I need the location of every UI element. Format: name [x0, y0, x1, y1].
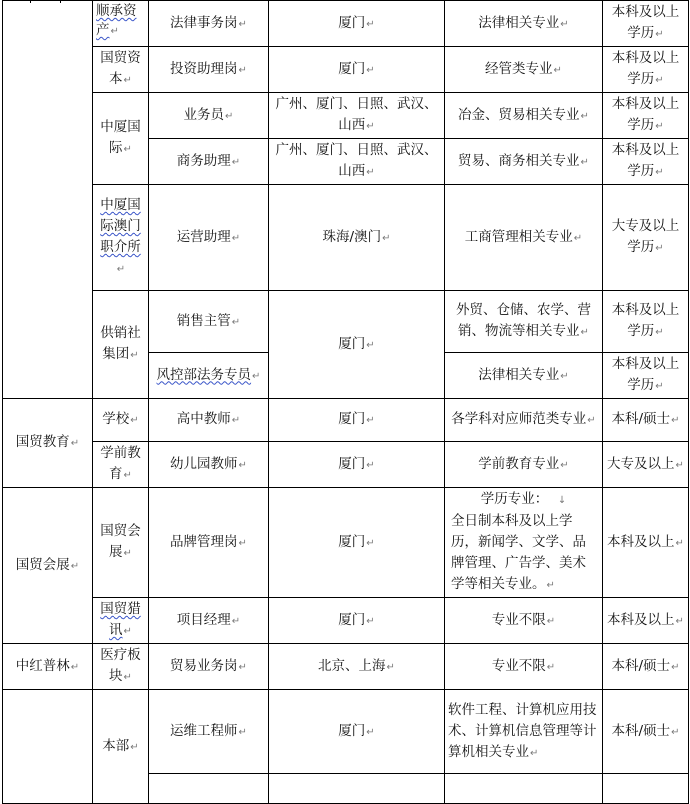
location-cell: 广州、厦门、日照、武汉、山西↵ — [269, 139, 445, 185]
table-row — [3, 93, 689, 139]
sub-unit-cell: 学校↵ — [93, 399, 149, 442]
table-row — [3, 488, 689, 598]
group-cell: 国贸教育↵ — [3, 399, 93, 488]
table-row — [3, 47, 689, 93]
position-cell: 风控部法务专员↵ — [149, 353, 269, 399]
major-cell: 冶金、贸易相关专业↵ — [445, 93, 603, 139]
major-cell: 专业不限↵ — [445, 598, 603, 644]
education-cell: 本科及以上↵ — [603, 598, 689, 644]
table-row — [3, 1, 689, 47]
location-cell: 珠海/澳门↵ — [269, 185, 445, 291]
location-cell: 厦门↵ — [269, 47, 445, 93]
education-cell: 本科及以上学历↵ — [603, 1, 689, 47]
major-cell: 法律相关专业↵ — [445, 1, 603, 47]
sub-unit-cell: 本部↵ — [93, 690, 149, 804]
education-cell: 本科/硕士↵ — [603, 690, 689, 774]
major-detail: 全日制本科及以上学历，新闻学、文学、品牌管理、广告学、美术学等相关专业。↵ — [451, 513, 586, 592]
position-cell: 业务员↵ — [149, 93, 269, 139]
major-cell: 外贸、仓储、农学、营销、物流等相关专业↵ — [445, 291, 603, 353]
sub-unit-cell: 医疗板块↵ — [93, 644, 149, 690]
major-cell: 专业不限↵ — [445, 644, 603, 690]
education-cell: 本科及以上学历↵ — [603, 47, 689, 93]
position-cell: 项目经理↵ — [149, 598, 269, 644]
position-cell: 销售主管↵ — [149, 291, 269, 353]
major-cell: 法律相关专业↵ — [445, 353, 603, 399]
table-row — [3, 690, 689, 774]
education-cell: 本科及以上学历↵ — [603, 139, 689, 185]
position-cell: 法律事务岗↵ — [149, 1, 269, 47]
education-cell — [603, 774, 689, 804]
table-row — [3, 399, 689, 442]
table-row — [3, 291, 689, 353]
recruitment-table — [2, 0, 689, 804]
position-cell: 幼儿园教师↵ — [149, 442, 269, 488]
sub-unit-cell: 供销社集团↵ — [93, 291, 149, 399]
major-cell — [445, 488, 603, 598]
education-cell: 大专及以上↵ — [603, 442, 689, 488]
group-cell: 中红普林↵ — [3, 644, 93, 690]
education-cell: 本科及以上↵ — [603, 488, 689, 598]
major-cell: 学前教育专业↵ — [445, 442, 603, 488]
position-cell: 品牌管理岗↵ — [149, 488, 269, 598]
table-row — [3, 598, 689, 644]
sub-unit-cell: 学前教育↵ — [93, 442, 149, 488]
table-row — [3, 185, 689, 291]
position-cell: 运营助理↵ — [149, 185, 269, 291]
sub-unit-cell: 中厦国际↵ — [93, 93, 149, 185]
education-cell: 本科及以上学历↵ — [603, 291, 689, 353]
education-cell: 本科及以上学历↵ — [603, 353, 689, 399]
position-cell: 高中教师↵ — [149, 399, 269, 442]
location-cell: 厦门↵ — [269, 1, 445, 47]
sub-unit-cell: 顺承资产↵ — [93, 1, 149, 47]
location-cell: 厦门↵ — [269, 291, 445, 399]
location-cell: 厦门↵ — [269, 399, 445, 442]
location-cell: 厦门↵ — [269, 488, 445, 598]
major-cell: 软件工程、计算机应用技术、计算机信息管理等计算机相关专业↵ — [445, 690, 603, 774]
sub-unit-cell: 国贸资本↵ — [93, 47, 149, 93]
education-cell: 本科/硕士↵ — [603, 644, 689, 690]
sub-unit-cell: 国贸猎讯↵ — [93, 598, 149, 644]
sub-unit-cell: 中厦国际澳门职介所↵ — [93, 185, 149, 291]
location-cell — [269, 774, 445, 804]
position-cell — [149, 774, 269, 804]
major-cell — [445, 774, 603, 804]
major-cell: 贸易、商务相关专业↵ — [445, 139, 603, 185]
location-cell: 厦门↵ — [269, 442, 445, 488]
major-cell: 经管类专业↵ — [445, 47, 603, 93]
location-cell: 厦门↵ — [269, 598, 445, 644]
group-cell: 国贸会展↵ — [3, 488, 93, 644]
group-cell — [3, 690, 93, 804]
sub-unit-cell: 国贸会展↵ — [93, 488, 149, 598]
group-cell — [3, 1, 93, 399]
table-row — [3, 644, 689, 690]
location-cell: 北京、上海↵ — [269, 644, 445, 690]
position-cell: 投资助理岗↵ — [149, 47, 269, 93]
major-cell: 各学科对应师范类专业↵ — [445, 399, 603, 442]
education-cell: 本科/硕士↵ — [603, 399, 689, 442]
education-cell: 本科及以上学历↵ — [603, 93, 689, 139]
position-cell: 运维工程师↵ — [149, 690, 269, 774]
major-cell: 工商管理相关专业↵ — [445, 185, 603, 291]
position-cell: 商务助理↵ — [149, 139, 269, 185]
location-cell: 厦门↵ — [269, 690, 445, 774]
education-cell: 大专及以上学历↵ — [603, 185, 689, 291]
major-heading: 学历专业： ↓ — [480, 491, 567, 507]
table-row — [3, 442, 689, 488]
position-cell: 贸易业务岗↵ — [149, 644, 269, 690]
location-cell: 广州、厦门、日照、武汉、山西↵ — [269, 93, 445, 139]
